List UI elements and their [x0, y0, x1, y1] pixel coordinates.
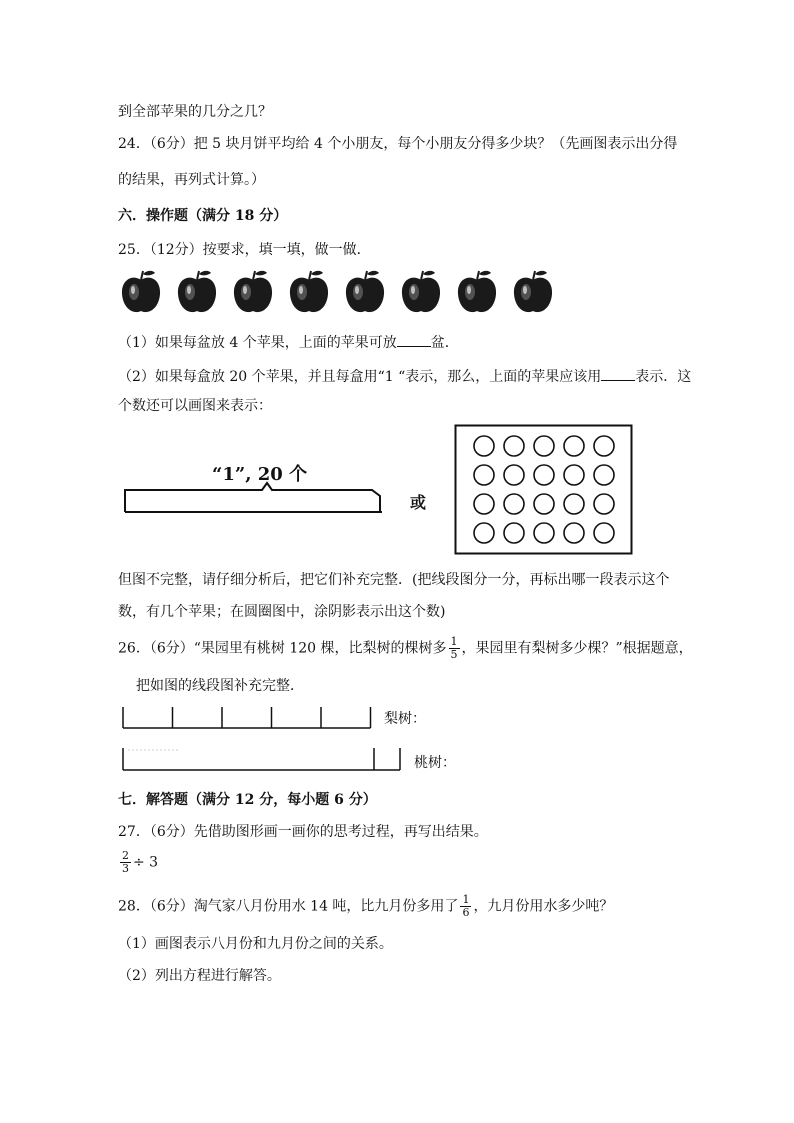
grid-circle: [534, 436, 554, 456]
grid-circle: [564, 494, 584, 514]
apple-icon: [286, 268, 332, 316]
fraction-one-sixth: $\frac{1}{6}$: [462, 893, 470, 919]
pear-label: 梨树：: [384, 711, 426, 727]
grid-circle: [564, 465, 584, 485]
q27-divide: ÷ 3: [133, 854, 159, 871]
apple-icon: [342, 268, 388, 316]
question-25: 25．（12分）按要求，填一填，做一做．: [118, 242, 371, 258]
fraction-two-thirds: $\frac{2}{3}$: [122, 849, 129, 875]
peach-label: 桃树：: [414, 755, 456, 771]
text-line: 到全部苹果的几分之几？: [118, 104, 272, 120]
grid-circle: [474, 465, 494, 485]
question-25-2: [118, 366, 691, 387]
answer-blank: [601, 366, 635, 381]
grid-circle: [594, 494, 614, 514]
grid-circle: [534, 523, 554, 543]
q28-tail: ，九月份用水多少吨？: [473, 898, 614, 915]
question-26-cont: 把如图的线段图补充完整．: [136, 678, 304, 694]
apple-icon: [230, 268, 276, 316]
question-25-4: 数，有几个苹果；在圆圈图中，涂阴影表示出这个数): [118, 604, 446, 620]
q25-1-tail: 盆．: [430, 335, 459, 351]
grid-circle: [594, 465, 614, 485]
question-24: 24．（6分）把 5 块月饼平均给 4 个小朋友，每个小朋友分得多少块？（先画图表示出分得: [118, 136, 678, 152]
grid-circle: [564, 436, 584, 456]
question-25-2-cont: 个数还可以画图来表示：: [118, 398, 272, 414]
answer-blank: [397, 332, 431, 347]
question-28: [118, 894, 613, 919]
grid-circle: [564, 523, 584, 543]
grid-circle: [504, 465, 524, 485]
grid-circle: [474, 494, 494, 514]
grid-circle: [474, 436, 494, 456]
section-6-title: 六．操作题（满分 18 分）: [118, 208, 288, 224]
apple-icon: [118, 268, 164, 316]
segment-label: “1”, 20 个: [212, 464, 308, 485]
grid-circle: [504, 436, 524, 456]
q25-2-tail: 表示．这: [635, 369, 692, 385]
question-24-cont: 的结果，再列式计算。）: [118, 172, 265, 188]
grid-circle: [594, 523, 614, 543]
question-26: [118, 636, 693, 661]
apple-icon: [454, 268, 500, 316]
grid-circle: [474, 523, 494, 543]
grid-circle: [534, 494, 554, 514]
peach-segment-diagram: [120, 744, 410, 774]
q26-tail: ，果园里有梨树多少棵？”根据题意，: [461, 640, 693, 657]
question-25-1: [118, 332, 459, 353]
q28-text: 28．（6分）淘气家八月份用水 14 吨，比九月份多用了: [118, 898, 459, 915]
apple-icon: [510, 268, 556, 316]
question-27-expression: [118, 850, 158, 875]
apple-icon: [174, 268, 220, 316]
q26-text: 26．（6分）“果园里有桃树 120 棵，比梨树的棵树多: [118, 640, 447, 657]
question-28-2: （2）列出方程进行解答。: [118, 968, 281, 984]
grid-circle: [534, 465, 554, 485]
grid-circle: [504, 523, 524, 543]
apple-row: [118, 268, 558, 318]
fraction-one-fifth: $\frac{1}{5}$: [450, 635, 458, 661]
question-28-1: （1）画图表示八月份和九月份之间的关系。: [118, 936, 393, 952]
brace-segment-diagram: [120, 478, 390, 518]
grid-circle: [504, 494, 524, 514]
q25-2-text: （2）如果每盒放 20 个苹果，并且每盒用“1 “表示，那么，上面的苹果应该用: [118, 369, 602, 385]
grid-circle: [594, 436, 614, 456]
question-25-3: 但图不完整，请仔细分析后，把它们补充完整．(把线段图分一分，再标出哪一段表示这个: [118, 572, 670, 588]
or-label: 或: [410, 493, 427, 512]
apple-icon: [398, 268, 444, 316]
question-27: 27．（6分）先借助图形画一画你的思考过程，再写出结果。: [118, 824, 488, 840]
section-7-title: 七．解答题（满分 12 分，每小题 6 分）: [118, 792, 377, 808]
pear-segment-diagram: [120, 704, 380, 732]
q25-1-text: （1）如果每盆放 4 个苹果，上面的苹果可放: [118, 335, 397, 351]
circle-grid-diagram: [454, 424, 634, 556]
